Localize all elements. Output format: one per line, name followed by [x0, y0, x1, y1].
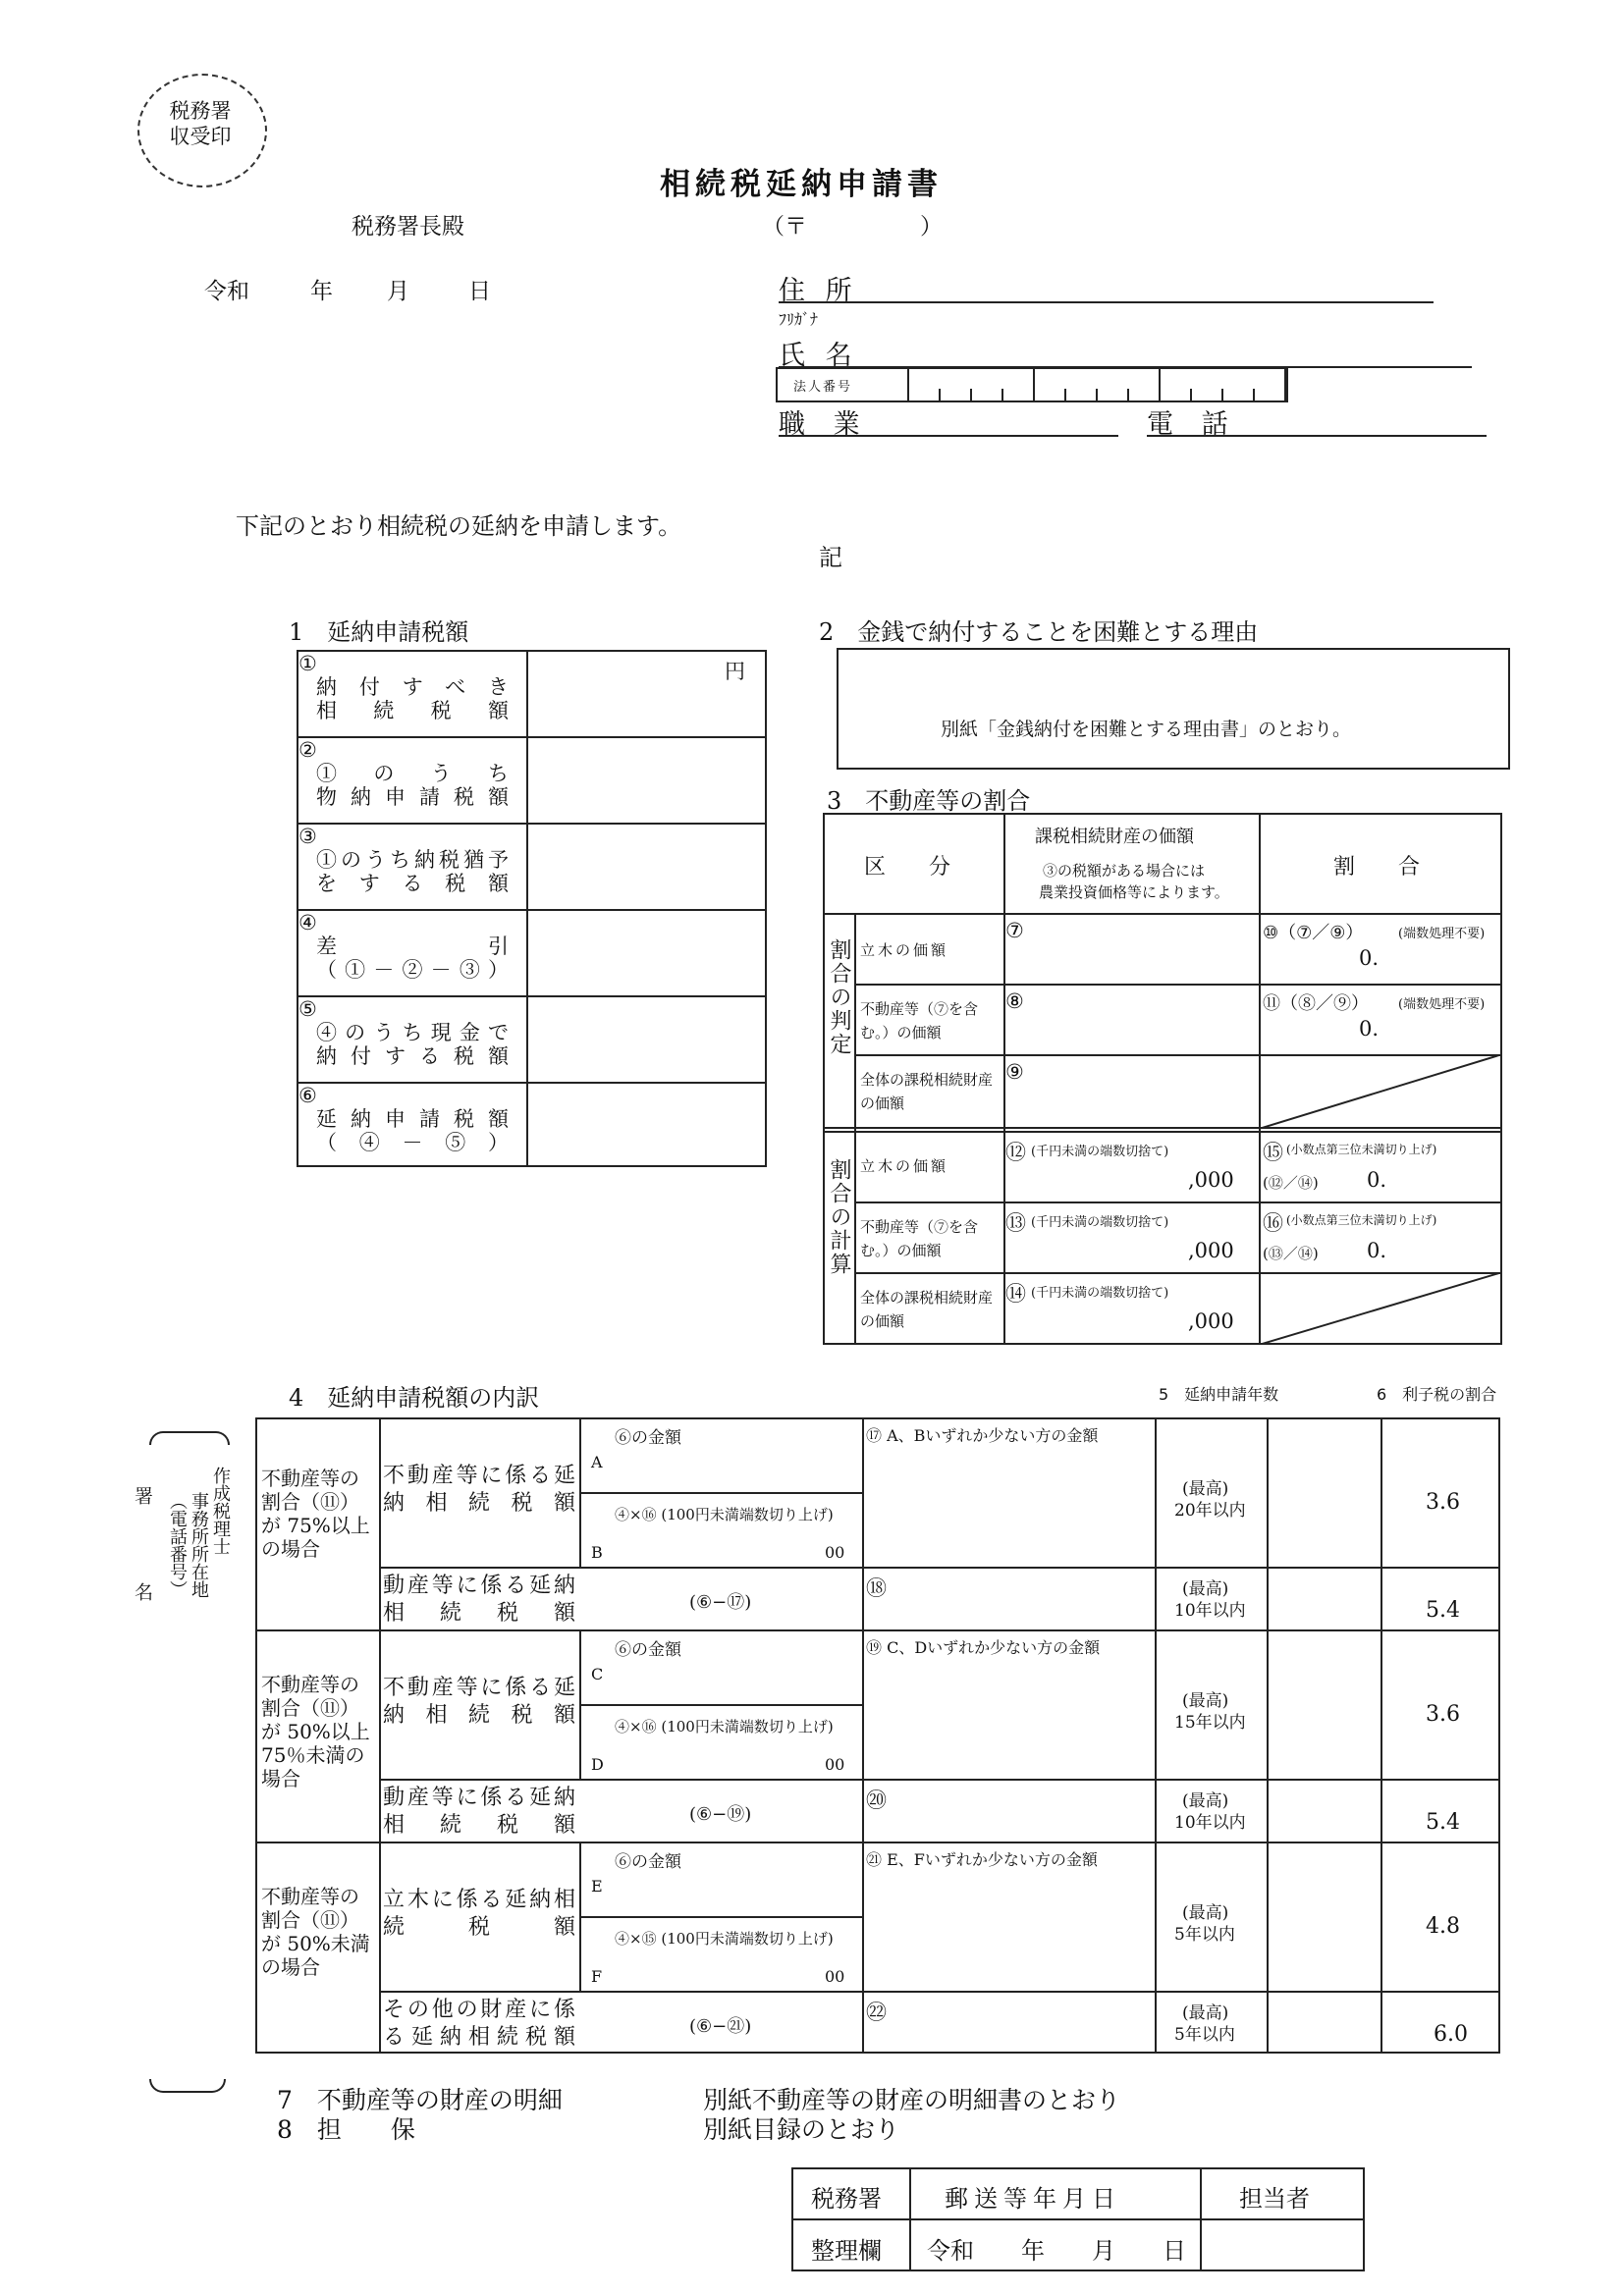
- s4-r2-term2: 10年以内: [1174, 1601, 1246, 1621]
- date-month: 月: [387, 279, 409, 304]
- section1-row-line: [297, 909, 767, 911]
- s4-condition: 不動産等の割合（⑪）が 75%以上の場合: [261, 1467, 370, 1561]
- s4-r2-years-field[interactable]: [1271, 1575, 1377, 1624]
- corp-digit-tick: [1190, 389, 1192, 402]
- s3-calc-row-label: 不動産等（⑦を含む。）の価額: [860, 1218, 979, 1259]
- s4-r1-a-letter: A: [591, 1453, 603, 1471]
- s3-calc-ratio-num: ⑯: [1263, 1211, 1283, 1235]
- side-bracket-bottom: [149, 2079, 226, 2093]
- section1-amount-field[interactable]: [530, 1086, 762, 1164]
- s4-r1-zz: 00: [825, 1543, 845, 1562]
- s3-calc-val: 0.: [1367, 1239, 1387, 1262]
- office-date: 令和 年 月 日: [927, 2237, 1186, 2265]
- s4-r2-term2: 10年以内: [1174, 1813, 1246, 1833]
- section1-row-label-2: 納付する税額: [316, 1044, 509, 1068]
- s4-r2-term2: 5年以内: [1174, 2025, 1235, 2045]
- section1-row-label-1: ①のうち納税猶予: [316, 848, 509, 872]
- s4-col-line: [1155, 1417, 1157, 2054]
- section1-amount-field[interactable]: [530, 999, 762, 1078]
- s3-calc-ratio-note: (小数点第三位未満切り上げ): [1286, 1213, 1437, 1227]
- s4-r1-b: ④×⑯ (100円未満端数切り上げ): [615, 1506, 834, 1523]
- date-day: 日: [468, 279, 491, 304]
- occupation-label: 職 業: [779, 409, 870, 440]
- corp-digit-tick: [1221, 389, 1223, 402]
- corp-number-label: 法人番号: [793, 380, 853, 395]
- s3-col-value-2: ③の税額がある場合には: [1043, 862, 1206, 880]
- s4-r1-term2: 15年以内: [1174, 1713, 1246, 1733]
- s4-r1-years-field[interactable]: [1271, 1427, 1377, 1555]
- s3-judge-value-field[interactable]: [1031, 1060, 1253, 1119]
- s3-judge-num: ⑨: [1005, 1060, 1024, 1084]
- s4-col-line: [379, 1417, 381, 2054]
- col6-heading: 6 利子税の割合: [1377, 1385, 1497, 1404]
- section1-row-number: ②: [298, 738, 317, 762]
- section4-heading: 4 延納申請税額の内訳: [289, 1384, 540, 1412]
- corp-digit-tick: [1001, 389, 1003, 402]
- s3-judge-note: (端数処理不要): [1398, 997, 1486, 1012]
- corp-number-digits: [907, 367, 1288, 402]
- s3-calc-amount: ,000: [1188, 1309, 1234, 1333]
- s3-col-ratio: 割 合: [1333, 855, 1421, 880]
- s3-judge-value-field[interactable]: [1031, 919, 1253, 978]
- s3-judge-row-label: 不動産等（⑦を含む。）の価額: [860, 1000, 979, 1041]
- s3-calc-note: (千円未満の端数切捨て): [1031, 1145, 1169, 1159]
- s4-r1-zz: 00: [825, 1755, 845, 1774]
- sign-label: 署 名: [132, 1486, 153, 1630]
- s4-r1-right: ㉑ E、Fいずれか少ない方の金額: [866, 1850, 1098, 1869]
- s4-r2-right: ⑱: [866, 1576, 887, 1600]
- s3-calc-num: ⑫: [1005, 1141, 1026, 1164]
- s4-r1-term2: 20年以内: [1174, 1501, 1246, 1521]
- s4-row-line: [379, 1991, 1500, 1993]
- s4-r2-rate: 6.0: [1434, 2022, 1468, 2047]
- s4-r2-right: ⑳: [866, 1789, 887, 1812]
- s3-sub-col: [854, 913, 856, 1345]
- s4-r1-b-letter: B: [591, 1543, 603, 1562]
- corp-digit-tick: [1159, 367, 1161, 402]
- s4-r2-term1: (最高): [1182, 1791, 1229, 1811]
- section7-label: 7 不動産等の財産の明細: [277, 2086, 563, 2114]
- s3-calc-val: 0.: [1367, 1168, 1387, 1192]
- s4-row-line: [379, 1779, 1500, 1781]
- s4-r1-term1: (最高): [1182, 1903, 1229, 1923]
- s4-r1-label: 不動産等に係る延納相続税額: [383, 1676, 575, 1728]
- s4-row-line: [379, 1567, 1500, 1569]
- s4-r1-label: 不動産等に係る延納相続税額: [383, 1464, 575, 1516]
- s3-col-value-1: 課税相続財産の価額: [1035, 827, 1194, 847]
- s4-r2-label: 動産等に係る延納相続税額: [383, 1574, 575, 1626]
- phone-label: 電 話: [1147, 409, 1238, 440]
- s4-r1-a: ⑥の金額: [615, 1852, 681, 1872]
- section1-row-label-2: 物納申請税額: [316, 785, 509, 809]
- section1-row-line: [297, 823, 767, 825]
- section1-amount-field[interactable]: [530, 913, 762, 991]
- s4-r1-zz: 00: [825, 1967, 845, 1986]
- addressee: 税務署長殿: [352, 214, 464, 240]
- s3-judge-num: ⑧: [1005, 989, 1024, 1013]
- s3-judge-num: ⑦: [1005, 919, 1024, 942]
- s3-col-kubun: 区 分: [864, 855, 951, 880]
- section2-heading: 2 金銭で納付することを困難とする理由: [819, 618, 1259, 646]
- corp-digit-tick: [939, 389, 941, 402]
- s4-r1-a: ⑥の金額: [615, 1640, 681, 1660]
- yen-unit: 円: [725, 660, 745, 683]
- section1-amount-field[interactable]: [530, 827, 762, 905]
- section1-row-label-1: 差 引: [316, 934, 509, 958]
- office-mail-date: 郵送等年月日: [945, 2185, 1121, 2213]
- s3-diagonal: [1259, 1054, 1502, 1129]
- section1-row-label-2: （④－⑤）: [316, 1131, 509, 1154]
- section1-row-label-2: をする税額: [316, 872, 509, 895]
- section1-heading: 1 延納申請税額: [289, 618, 469, 646]
- stamp-text: 税務署 収受印: [169, 99, 232, 148]
- s4-col-line: [862, 1417, 864, 2054]
- s3-judge-ratio: ⑪（⑧／⑨）: [1263, 993, 1369, 1014]
- office-label-2: 整理欄: [811, 2237, 882, 2265]
- corp-digit-tick: [1284, 367, 1286, 402]
- corp-digit-tick: [1253, 389, 1255, 402]
- s3-calc-ratio-num: ⑮: [1263, 1141, 1283, 1164]
- section1-row-label-1: 延納申請税額: [316, 1107, 509, 1131]
- s4-r1-right: ⑲ C、Dいずれか少ない方の金額: [866, 1638, 1101, 1657]
- ki-mark: 記: [819, 544, 842, 571]
- s4-r1-years-field[interactable]: [1271, 1851, 1377, 1979]
- corp-digit-tick: [970, 389, 972, 402]
- s3-row-line: [854, 984, 1502, 986]
- section1-row-number: ③: [298, 825, 317, 848]
- section1-row-number: ⑤: [298, 997, 317, 1021]
- s4-r1-term1: (最高): [1182, 1691, 1229, 1711]
- s4-r1-b-letter: D: [591, 1755, 604, 1774]
- s3-judge-val: 0.: [1359, 946, 1380, 970]
- section1-row-label-2: （①－②－③）: [316, 958, 509, 982]
- s3-calc-label: 割合の計算: [827, 1158, 851, 1276]
- section7-value: 別紙不動産等の財産の明細書のとおり: [703, 2086, 1121, 2114]
- s4-r2-right: ㉒: [866, 2001, 887, 2024]
- address-label: 住 所: [779, 276, 858, 306]
- s4-r1-rate: 3.6: [1426, 1490, 1460, 1515]
- s3-calc-amount: ,000: [1188, 1168, 1234, 1192]
- s4-col-line: [1380, 1417, 1382, 2054]
- section1-row-line: [297, 736, 767, 738]
- office-address-label: 事務所所在地: [189, 1492, 209, 1598]
- section1-row-number: ⑥: [298, 1084, 317, 1107]
- section1-row-label-2: 相続税額: [316, 699, 509, 722]
- date-era: 令和: [204, 279, 249, 304]
- s4-r2-rate: 5.4: [1426, 1810, 1460, 1835]
- s3-calc-amount: ,000: [1188, 1239, 1234, 1262]
- s4-condition: 不動産等の割合（⑪）が 50%未満の場合: [261, 1885, 370, 1979]
- s4-condition: 不動産等の割合（⑪）が 50%以上75％未満の場合: [261, 1673, 370, 1790]
- corp-digit-tick: [1127, 389, 1129, 402]
- section1-row-label-1: 納付すべき: [316, 675, 509, 699]
- date-year: 年: [310, 279, 333, 304]
- s4-sub-row: [579, 1916, 862, 1918]
- section3-heading: 3 不動産等の割合: [827, 787, 1031, 815]
- s3-diagonal: [1259, 1272, 1502, 1345]
- occupation-line: [779, 435, 1118, 437]
- s3-judge-row-label: 全体の課税相続財産の価額: [860, 1071, 994, 1112]
- section2-text: 別紙「金銭納付を困難とする理由書」のとおり。: [941, 719, 1352, 740]
- s4-r2-formula: (⑥−⑲): [689, 1804, 752, 1825]
- s4-r2-formula: (⑥−㉑): [689, 2016, 752, 2037]
- s4-r2-term1: (最高): [1182, 2003, 1229, 2023]
- s4-col-line: [1267, 1417, 1269, 2054]
- s4-r2-term1: (最高): [1182, 1579, 1229, 1599]
- intro-text: 下記のとおり相続税の延納を申請します。: [236, 512, 682, 540]
- s4-r1-a: ⑥の金額: [615, 1428, 681, 1448]
- s4-r2-formula: (⑥−⑰): [689, 1592, 752, 1613]
- section1-row-label-1: ①のうち: [316, 762, 509, 785]
- s4-group-line: [255, 1629, 1500, 1631]
- section1-row-number: ①: [298, 652, 317, 675]
- s3-judge-ratio: ⑩（⑦／⑨）: [1263, 923, 1364, 943]
- section8-value: 別紙目録のとおり: [703, 2115, 900, 2144]
- office-hline: [791, 2218, 1365, 2220]
- s4-r1-rate: 3.6: [1426, 1702, 1460, 1727]
- s3-calc-row-label: 全体の課税相続財産の価額: [860, 1289, 994, 1330]
- preparer-label: 作成税理士: [210, 1467, 231, 1555]
- s4-r1-years-field[interactable]: [1271, 1639, 1377, 1767]
- s4-r2-years-field[interactable]: [1271, 1999, 1377, 2048]
- corp-digit-tick: [1033, 367, 1035, 402]
- s3-judge-value-field[interactable]: [1031, 989, 1253, 1048]
- s4-r1-a-letter: E: [591, 1877, 603, 1896]
- s3-judge-label: 割合の判定: [827, 938, 851, 1056]
- corp-digit-tick: [1096, 389, 1098, 402]
- s4-sub-row: [579, 1704, 862, 1706]
- s3-calc-ratio-formula: (⑬／⑭): [1263, 1245, 1319, 1262]
- col5-heading: 5 延納申請年数: [1159, 1385, 1279, 1404]
- s4-r1-b-letter: F: [591, 1967, 603, 1986]
- postal-code: （〒 ）: [762, 214, 943, 240]
- s4-r1-rate: 4.8: [1426, 1914, 1460, 1939]
- phone-number-label: （電話番号）: [167, 1492, 188, 1598]
- section1-row-line: [297, 1082, 767, 1084]
- section1-row-label-1: ④のうち現金で: [316, 1021, 509, 1044]
- section1-row-line: [297, 995, 767, 997]
- s3-judge-val: 0.: [1359, 1017, 1380, 1041]
- s4-r2-label: その他の財産に係る延納相続税額: [383, 1998, 575, 2050]
- s4-r2-label: 動産等に係る延納相続税額: [383, 1786, 575, 1838]
- section1-amount-field[interactable]: [530, 654, 762, 732]
- s4-group-line: [255, 1842, 1500, 1843]
- s3-calc-note: (千円未満の端数切捨て): [1031, 1215, 1169, 1230]
- s3-header-line: [823, 913, 1502, 915]
- s4-r1-term2: 5年以内: [1174, 1925, 1235, 1945]
- s3-calc-ratio-note: (小数点第三位未満切り上げ): [1286, 1143, 1437, 1156]
- phone-line: [1147, 435, 1487, 437]
- section2-box: [837, 648, 1510, 770]
- name-label: 氏 名: [779, 341, 858, 371]
- page-title: 相続税延納申請書: [660, 167, 943, 202]
- s3-row-line: [854, 1201, 1502, 1203]
- side-bracket-top: [149, 1431, 230, 1445]
- s4-sub-row: [579, 1492, 862, 1494]
- section8-label: 8 担 保: [277, 2115, 415, 2144]
- s3-calc-ratio-formula: (⑫／⑭): [1263, 1174, 1319, 1192]
- s4-r1-term1: (最高): [1182, 1479, 1229, 1499]
- s4-r2-years-field[interactable]: [1271, 1787, 1377, 1836]
- s4-r1-a-letter: C: [591, 1665, 604, 1683]
- s3-calc-num: ⑬: [1005, 1211, 1026, 1235]
- s3-calc-num: ⑭: [1005, 1282, 1026, 1306]
- s4-r1-b: ④×⑯ (100円未満端数切り上げ): [615, 1718, 834, 1735]
- s4-r1-right: ⑰ A、Bいずれか少ない方の金額: [866, 1426, 1099, 1445]
- s3-calc-note: (千円未満の端数切捨て): [1031, 1286, 1169, 1301]
- section1-row-number: ④: [298, 911, 317, 934]
- s3-judge-note: (端数処理不要): [1398, 927, 1486, 941]
- s4-r1-b: ④×⑮ (100円未満端数切り上げ): [615, 1930, 834, 1948]
- section1-amount-field[interactable]: [530, 740, 762, 819]
- s3-judge-row-label: 立木の価額: [860, 941, 949, 959]
- s3-col-value-3: 農業投資価格等によります。: [1039, 883, 1229, 901]
- s4-r1-label: 立木に係る延納相続税額: [383, 1888, 575, 1940]
- address-line: [779, 301, 1434, 303]
- furigana-label: ﾌﾘｶﾞﾅ: [779, 310, 819, 329]
- corp-digit-tick: [1064, 389, 1066, 402]
- s3-calc-row-label: 立木の価額: [860, 1157, 949, 1175]
- office-staff: 担当者: [1239, 2185, 1310, 2213]
- s4-r2-rate: 5.4: [1426, 1598, 1460, 1623]
- office-label-1: 税務署: [811, 2185, 882, 2213]
